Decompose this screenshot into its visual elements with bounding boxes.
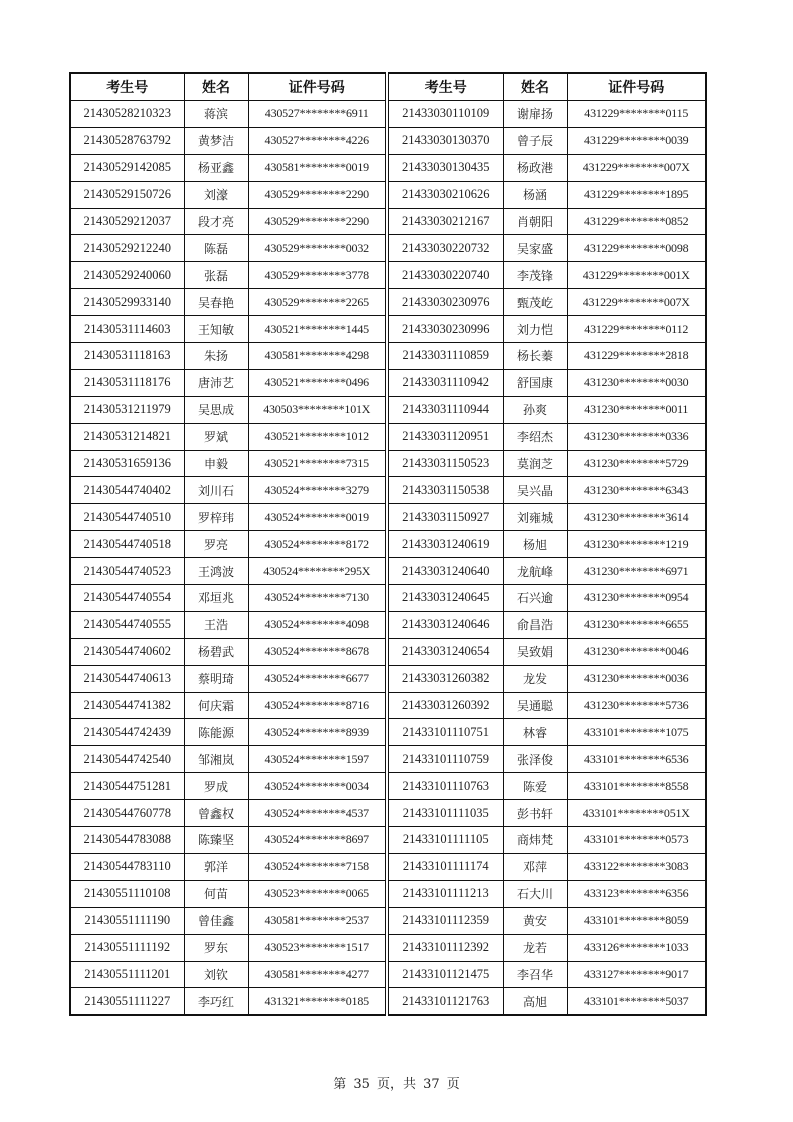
name-cell: 邓垣兆 (184, 585, 248, 612)
name-cell: 陈能源 (184, 719, 248, 746)
exam-number-cell: 21430531211979 (70, 396, 184, 423)
table-row (70, 208, 706, 235)
exam-number-cell: 21430544740554 (70, 585, 184, 612)
name-cell: 吴思成 (184, 396, 248, 423)
name-cell: 杨政港 (503, 154, 567, 181)
exam-number-cell: 21433101111105 (387, 827, 503, 854)
id-number-cell: 430524********8939 (248, 719, 387, 746)
name-cell: 吴通聪 (503, 692, 567, 719)
name-cell: 孙爽 (503, 396, 567, 423)
name-cell: 段才亮 (184, 208, 248, 235)
name-cell: 张磊 (184, 262, 248, 289)
table-row (70, 773, 706, 800)
name-cell: 舒国康 (503, 369, 567, 396)
id-number-cell: 431230********0036 (567, 665, 706, 692)
name-cell: 申毅 (184, 450, 248, 477)
exam-number-cell: 21430528210323 (70, 101, 184, 128)
exam-number-cell: 21430544760778 (70, 800, 184, 827)
exam-number-cell: 21433030212167 (387, 208, 503, 235)
table-row (70, 531, 706, 558)
id-number-cell: 431230********6655 (567, 611, 706, 638)
id-number-cell: 430524********3279 (248, 477, 387, 504)
table-row (70, 127, 706, 154)
exam-number-cell: 21433031240619 (387, 531, 503, 558)
name-cell: 陈磊 (184, 235, 248, 262)
exam-number-cell: 21433030130370 (387, 127, 503, 154)
id-number-cell: 431230********1219 (567, 531, 706, 558)
id-number-cell: 430524********8678 (248, 638, 387, 665)
exam-number-cell: 21430531214821 (70, 423, 184, 450)
name-cell: 罗斌 (184, 423, 248, 450)
exam-number-cell: 21430544740613 (70, 665, 184, 692)
exam-number-cell: 21433031110942 (387, 369, 503, 396)
name-cell: 李茂锋 (503, 262, 567, 289)
id-number-cell: 430524********7130 (248, 585, 387, 612)
id-number-cell: 431321********0185 (248, 988, 387, 1015)
exam-number-cell: 21430544783110 (70, 853, 184, 880)
id-number-cell: 433123********6356 (567, 880, 706, 907)
name-cell: 吴兴晶 (503, 477, 567, 504)
exam-number-cell: 21430529142085 (70, 154, 184, 181)
id-number-cell: 430524********8172 (248, 531, 387, 558)
name-cell: 何庆霜 (184, 692, 248, 719)
name-cell: 杨涵 (503, 181, 567, 208)
table-row (70, 907, 706, 934)
id-number-cell: 433101********0573 (567, 827, 706, 854)
id-number-cell: 430521********1012 (248, 423, 387, 450)
exam-number-cell: 21433030130435 (387, 154, 503, 181)
id-number-cell: 430521********7315 (248, 450, 387, 477)
id-number-cell: 431230********6971 (567, 558, 706, 585)
exam-number-cell: 21433031240645 (387, 585, 503, 612)
table-row (70, 611, 706, 638)
exam-number-cell: 21430544740510 (70, 504, 184, 531)
name-cell: 李召华 (503, 961, 567, 988)
id-number-cell: 433101********1075 (567, 719, 706, 746)
id-number-cell: 433101********8558 (567, 773, 706, 800)
exam-number-cell: 21430551111190 (70, 907, 184, 934)
name-cell: 吴致娟 (503, 638, 567, 665)
header-exam-number: 考生号 (70, 73, 184, 101)
name-cell: 罗东 (184, 934, 248, 961)
exam-number-cell: 21433030110109 (387, 101, 503, 128)
id-number-cell: 430529********2290 (248, 208, 387, 235)
id-number-cell: 430527********4226 (248, 127, 387, 154)
exam-number-cell: 21430544740602 (70, 638, 184, 665)
page-number-footer: 第 35 页，共 37 页 (333, 1077, 460, 1092)
name-cell: 张泽俊 (503, 746, 567, 773)
exam-number-cell: 21433031240640 (387, 558, 503, 585)
name-cell: 吴家盛 (503, 235, 567, 262)
exam-number-cell: 21433101121763 (387, 988, 503, 1015)
exam-number-cell: 21433101110751 (387, 719, 503, 746)
id-number-cell: 430523********0065 (248, 880, 387, 907)
name-cell: 刘钦 (184, 961, 248, 988)
exam-number-cell: 21433101111174 (387, 853, 503, 880)
id-number-cell: 430581********4277 (248, 961, 387, 988)
name-cell: 黄安 (503, 907, 567, 934)
id-number-cell: 430523********1517 (248, 934, 387, 961)
id-number-cell: 433101********6536 (567, 746, 706, 773)
exam-number-cell: 21433101112359 (387, 907, 503, 934)
name-cell: 俞昌浩 (503, 611, 567, 638)
name-cell: 林睿 (503, 719, 567, 746)
exam-number-cell: 21433031150927 (387, 504, 503, 531)
name-cell: 石大川 (503, 880, 567, 907)
exam-number-cell: 21430529150726 (70, 181, 184, 208)
id-number-cell: 433101********051X (567, 800, 706, 827)
id-number-cell: 430581********0019 (248, 154, 387, 181)
table-row (70, 477, 706, 504)
header-id-number: 证件号码 (248, 73, 387, 101)
name-cell: 石兴逾 (503, 585, 567, 612)
name-cell: 肖朝阳 (503, 208, 567, 235)
id-number-cell: 430529********2290 (248, 181, 387, 208)
table-row (70, 181, 706, 208)
name-cell: 王浩 (184, 611, 248, 638)
name-cell: 罗成 (184, 773, 248, 800)
table-row (70, 504, 706, 531)
name-cell: 杨碧武 (184, 638, 248, 665)
header-name: 姓名 (184, 73, 248, 101)
name-cell: 郭洋 (184, 853, 248, 880)
name-cell: 龙若 (503, 934, 567, 961)
table-row (70, 558, 706, 585)
name-cell: 谢扉扬 (503, 101, 567, 128)
table-row (70, 719, 706, 746)
exam-number-cell: 21430551111227 (70, 988, 184, 1015)
name-cell: 陈爱 (503, 773, 567, 800)
exam-number-cell: 21430551110108 (70, 880, 184, 907)
id-number-cell: 431229********007X (567, 154, 706, 181)
id-number-cell: 430529********3778 (248, 262, 387, 289)
id-number-cell: 431230********0336 (567, 423, 706, 450)
name-cell: 杨亚鑫 (184, 154, 248, 181)
name-cell: 王知敏 (184, 316, 248, 343)
name-cell: 王鸿波 (184, 558, 248, 585)
id-number-cell: 430524********0034 (248, 773, 387, 800)
exam-number-cell: 21433030220740 (387, 262, 503, 289)
table-row (70, 934, 706, 961)
id-number-cell: 433126********1033 (567, 934, 706, 961)
id-number-cell: 431229********007X (567, 289, 706, 316)
exam-number-cell: 21430544742540 (70, 746, 184, 773)
exam-number-cell: 21430544740402 (70, 477, 184, 504)
table-row (70, 800, 706, 827)
id-number-cell: 431230********5736 (567, 692, 706, 719)
id-number-cell: 430529********0032 (248, 235, 387, 262)
name-cell: 刘雍城 (503, 504, 567, 531)
exam-number-cell: 21430544751281 (70, 773, 184, 800)
name-cell: 唐沛艺 (184, 369, 248, 396)
exam-number-cell: 21430529212240 (70, 235, 184, 262)
table-row (70, 746, 706, 773)
name-cell: 吴春艳 (184, 289, 248, 316)
exam-number-cell: 21433031110859 (387, 343, 503, 370)
id-number-cell: 430581********2537 (248, 907, 387, 934)
id-number-cell: 431229********001X (567, 262, 706, 289)
id-number-cell: 433127********9017 (567, 961, 706, 988)
id-number-cell: 431229********0852 (567, 208, 706, 235)
id-number-cell: 433101********8059 (567, 907, 706, 934)
table-row (70, 638, 706, 665)
exam-number-cell: 21433101112392 (387, 934, 503, 961)
id-number-cell: 430521********0496 (248, 369, 387, 396)
table-row (70, 369, 706, 396)
id-number-cell: 431229********0098 (567, 235, 706, 262)
exam-number-cell: 21433030230976 (387, 289, 503, 316)
id-number-cell: 430524********0019 (248, 504, 387, 531)
exam-number-cell: 21430544740523 (70, 558, 184, 585)
table-row (70, 289, 706, 316)
id-number-cell: 430524********8697 (248, 827, 387, 854)
exam-number-cell: 21430529933140 (70, 289, 184, 316)
exam-number-cell: 21430529212037 (70, 208, 184, 235)
name-cell: 曾子辰 (503, 127, 567, 154)
id-number-cell: 430524********6677 (248, 665, 387, 692)
name-cell: 刘川石 (184, 477, 248, 504)
exam-number-cell: 21430551111192 (70, 934, 184, 961)
table-row (70, 853, 706, 880)
exam-number-cell: 21433031150523 (387, 450, 503, 477)
table-row (70, 101, 706, 128)
exam-number-cell: 21433101110763 (387, 773, 503, 800)
id-number-cell: 431230********0954 (567, 585, 706, 612)
exam-number-cell: 21433031110944 (387, 396, 503, 423)
id-number-cell: 430524********1597 (248, 746, 387, 773)
table-row (70, 316, 706, 343)
name-cell: 彭书轩 (503, 800, 567, 827)
name-cell: 曾佳鑫 (184, 907, 248, 934)
exam-number-cell: 21433101121475 (387, 961, 503, 988)
id-number-cell: 431230********3614 (567, 504, 706, 531)
id-number-cell: 433122********3083 (567, 853, 706, 880)
table-row (70, 343, 706, 370)
id-number-cell: 431230********0030 (567, 369, 706, 396)
table-row (70, 692, 706, 719)
exam-number-cell: 21430544741382 (70, 692, 184, 719)
exam-number-cell: 21433030220732 (387, 235, 503, 262)
exam-number-cell: 21430544740555 (70, 611, 184, 638)
exam-number-cell: 21433031260382 (387, 665, 503, 692)
exam-number-cell: 21433031150538 (387, 477, 503, 504)
exam-number-cell: 21430551111201 (70, 961, 184, 988)
candidate-table (69, 72, 707, 1016)
name-cell: 甄茂屹 (503, 289, 567, 316)
table-row (70, 450, 706, 477)
id-number-cell: 431229********1895 (567, 181, 706, 208)
id-number-cell: 431230********0046 (567, 638, 706, 665)
id-number-cell: 431230********6343 (567, 477, 706, 504)
exam-number-cell: 21433101111213 (387, 880, 503, 907)
exam-number-cell: 21430531118176 (70, 369, 184, 396)
exam-number-cell: 21430528763792 (70, 127, 184, 154)
id-number-cell: 430524********295X (248, 558, 387, 585)
name-cell: 李巧红 (184, 988, 248, 1015)
table-row (70, 262, 706, 289)
exam-number-cell: 21433030230996 (387, 316, 503, 343)
exam-number-cell: 21430529240060 (70, 262, 184, 289)
name-cell: 朱扬 (184, 343, 248, 370)
table-row (70, 423, 706, 450)
id-number-cell: 431229********0112 (567, 316, 706, 343)
exam-number-cell: 21430531118163 (70, 343, 184, 370)
name-cell: 邓萍 (503, 853, 567, 880)
name-cell: 陈臻坚 (184, 827, 248, 854)
table-row (70, 827, 706, 854)
exam-number-cell: 21433031240646 (387, 611, 503, 638)
exam-number-cell: 21433101110759 (387, 746, 503, 773)
exam-number-cell: 21433031240654 (387, 638, 503, 665)
table-row (70, 585, 706, 612)
exam-number-cell: 21430544783088 (70, 827, 184, 854)
name-cell: 刘濠 (184, 181, 248, 208)
name-cell: 黄梦洁 (184, 127, 248, 154)
exam-number-cell: 21433031120951 (387, 423, 503, 450)
table-row (70, 154, 706, 181)
name-cell: 曾鑫权 (184, 800, 248, 827)
table-row (70, 988, 706, 1015)
name-cell: 杨旭 (503, 531, 567, 558)
exam-number-cell: 21433101111035 (387, 800, 503, 827)
exam-number-cell: 21430531659136 (70, 450, 184, 477)
name-cell: 何苗 (184, 880, 248, 907)
name-cell: 龙航峰 (503, 558, 567, 585)
id-number-cell: 431229********0039 (567, 127, 706, 154)
id-number-cell: 431229********0115 (567, 101, 706, 128)
table-row (70, 665, 706, 692)
id-number-cell: 430524********7158 (248, 853, 387, 880)
name-cell: 罗梓玮 (184, 504, 248, 531)
id-number-cell: 433101********5037 (567, 988, 706, 1015)
exam-number-cell: 21433030210626 (387, 181, 503, 208)
name-cell: 蔡明琦 (184, 665, 248, 692)
id-number-cell: 430521********1445 (248, 316, 387, 343)
name-cell: 李绍杰 (503, 423, 567, 450)
table-row (70, 961, 706, 988)
id-number-cell: 430503********101X (248, 396, 387, 423)
exam-number-cell: 21430544740518 (70, 531, 184, 558)
exam-number-cell: 21430544742439 (70, 719, 184, 746)
id-number-cell: 430529********2265 (248, 289, 387, 316)
exam-number-cell: 21433031260392 (387, 692, 503, 719)
id-number-cell: 430527********6911 (248, 101, 387, 128)
name-cell: 邹湘岚 (184, 746, 248, 773)
name-cell: 商炜梵 (503, 827, 567, 854)
header-id-number: 证件号码 (567, 73, 706, 101)
header-exam-number: 考生号 (387, 73, 503, 101)
id-number-cell: 430524********8716 (248, 692, 387, 719)
name-cell: 龙发 (503, 665, 567, 692)
id-number-cell: 431229********2818 (567, 343, 706, 370)
name-cell: 刘力恺 (503, 316, 567, 343)
exam-number-cell: 21430531114603 (70, 316, 184, 343)
id-number-cell: 431230********5729 (567, 450, 706, 477)
table-row (70, 235, 706, 262)
table-row (70, 880, 706, 907)
table-row (70, 396, 706, 423)
name-cell: 杨长蓁 (503, 343, 567, 370)
name-cell: 罗亮 (184, 531, 248, 558)
id-number-cell: 430581********4298 (248, 343, 387, 370)
name-cell: 莫润芝 (503, 450, 567, 477)
name-cell: 蒋滨 (184, 101, 248, 128)
id-number-cell: 430524********4098 (248, 611, 387, 638)
name-cell: 高旭 (503, 988, 567, 1015)
id-number-cell: 431230********0011 (567, 396, 706, 423)
header-name: 姓名 (503, 73, 567, 101)
table-header-row (70, 73, 706, 101)
id-number-cell: 430524********4537 (248, 800, 387, 827)
